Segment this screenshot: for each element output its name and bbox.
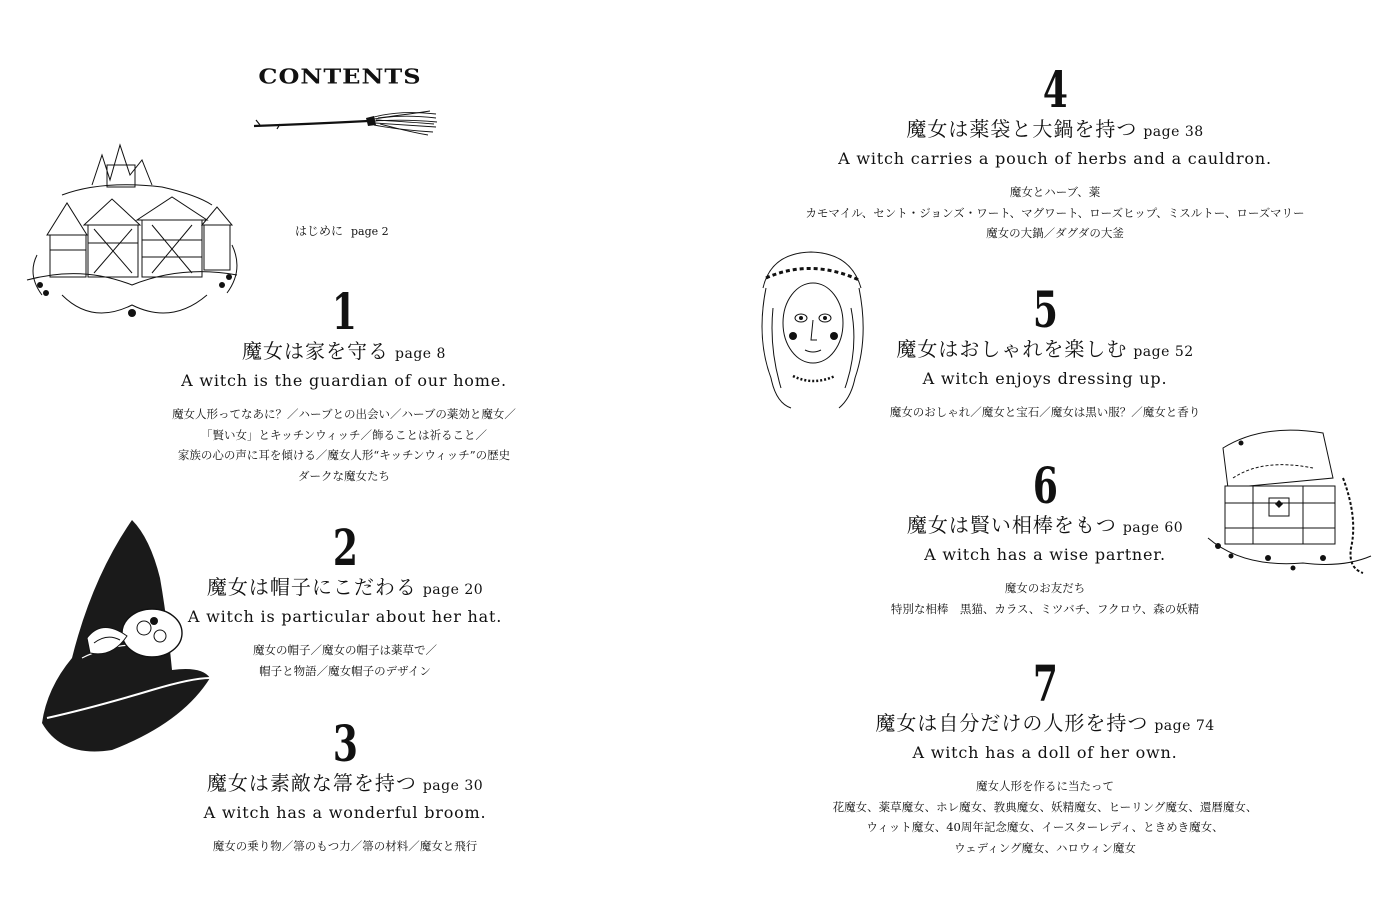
chapter-title-en: A witch is the guardian of our home. xyxy=(181,371,507,390)
chapter-7[interactable] xyxy=(795,654,1295,858)
section-line: 「賢い女」とキッチンウィッチ／飾ることは祈ること／ xyxy=(200,427,487,442)
chapter-sections xyxy=(99,404,589,486)
chapter-title-en: A witch has a wonderful broom. xyxy=(203,803,487,822)
chapter-title-jp: 魔女は賢い相棒をもつ xyxy=(906,513,1117,537)
section-line: 魔女の大鍋／ダグダの大釜 xyxy=(986,226,1124,240)
intro-page: page 2 xyxy=(351,225,389,238)
chapter-number: 2 xyxy=(332,518,358,577)
chapter-sections xyxy=(850,578,1240,619)
chapter-title-en: A witch is particular about her hat. xyxy=(187,607,503,626)
section-line: 魔女とハーブ、薬 xyxy=(1009,185,1101,199)
chapter-number: 3 xyxy=(332,714,358,773)
chapter-page: page 30 xyxy=(422,778,484,794)
chapter-title-jp: 魔女は素敵な箒を持つ xyxy=(206,771,417,795)
chapter-page: page 74 xyxy=(1154,718,1215,734)
section-line: 魔女の乗り物／箒のもつ力／箒の材料／魔女と飛行 xyxy=(212,839,478,853)
section-line: 花魔女、薬草魔女、ホレ魔女、教典魔女、妖精魔女、ヒーリング魔女、還暦魔女、 xyxy=(832,799,1258,814)
chapter-number: 7 xyxy=(1032,654,1058,713)
chapter-title-en: A witch has a wise partner. xyxy=(924,545,1166,564)
section-line: 魔女人形を作るに当たって xyxy=(976,779,1114,793)
intro-entry[interactable] xyxy=(295,222,389,239)
chapter-title-jp: 魔女は家を守る xyxy=(242,339,390,363)
chapter-sections xyxy=(150,836,540,857)
contents-title: CONTENTS xyxy=(258,64,422,89)
chapter-sections xyxy=(150,640,540,681)
chapter-3[interactable] xyxy=(150,714,540,857)
section-line: ウェディング魔女、ハロウィン魔女 xyxy=(954,840,1136,855)
chapter-page: page 8 xyxy=(395,346,446,362)
chapter-page: page 38 xyxy=(1143,124,1204,140)
chapter-number: 4 xyxy=(1042,60,1068,119)
chapter-title-jp: 魔女はおしゃれを楽しむ xyxy=(896,337,1128,361)
chapter-5[interactable] xyxy=(850,280,1240,423)
chapter-number: 1 xyxy=(331,282,357,341)
section-line: ダークな魔女たち xyxy=(298,468,390,483)
chapter-sections xyxy=(775,182,1335,244)
section-line: 魔女のお友だち xyxy=(1004,581,1086,595)
section-line: 魔女の帽子／魔女の帽子は薬草で／ xyxy=(253,643,437,657)
chapter-page: page 60 xyxy=(1122,520,1184,536)
chapter-6[interactable] xyxy=(850,456,1240,619)
chapter-number: 5 xyxy=(1032,280,1058,339)
chapter-4[interactable] xyxy=(775,60,1335,244)
intro-label: はじめに xyxy=(295,224,344,238)
section-line: カモマイル、セント・ジョンズ・ワート、マグワート、ローズヒップ、ミスルトー、ローズマリー xyxy=(805,205,1305,220)
section-line: 特別な相棒 黒猫、カラス、ミツバチ、フクロウ、森の妖精 xyxy=(890,601,1200,616)
chapter-title-en: A witch has a doll of her own. xyxy=(912,743,1178,762)
chapter-title-en: A witch enjoys dressing up. xyxy=(922,369,1168,388)
chapter-title-en: A witch carries a pouch of herbs and a cauldron. xyxy=(838,149,1272,168)
chapter-title-jp: 魔女は薬袋と大鍋を持つ xyxy=(906,117,1138,141)
section-line: 魔女人形ってなあに？／ハーブとの出会い／ハーブの薬効と魔女／ xyxy=(172,407,516,421)
section-line: ウィット魔女、40周年記念魔女、イースターレディ、ときめき魔女、 xyxy=(866,820,1224,834)
chapter-page: page 20 xyxy=(422,582,484,598)
broom-illustration xyxy=(250,108,440,140)
chapter-number: 6 xyxy=(1032,456,1058,515)
chapter-1[interactable] xyxy=(99,282,589,486)
section-line: 帽子と物語／魔女帽子のデザイン xyxy=(259,663,431,678)
chapter-page: page 52 xyxy=(1133,344,1194,360)
section-line: 魔女のおしゃれ／魔女と宝石／魔女は黒い服？／魔女と香り xyxy=(889,405,1201,419)
chapter-title-jp: 魔女は自分だけの人形を持つ xyxy=(875,711,1149,735)
chapter-sections xyxy=(850,402,1240,423)
section-line: 家族の心の声に耳を傾ける／魔女人形“キッチンウィッチ”の歴史 xyxy=(177,448,511,462)
chapter-title-jp: 魔女は帽子にこだわる xyxy=(206,575,417,599)
chapter-2[interactable] xyxy=(150,518,540,681)
chapter-sections xyxy=(795,776,1295,858)
